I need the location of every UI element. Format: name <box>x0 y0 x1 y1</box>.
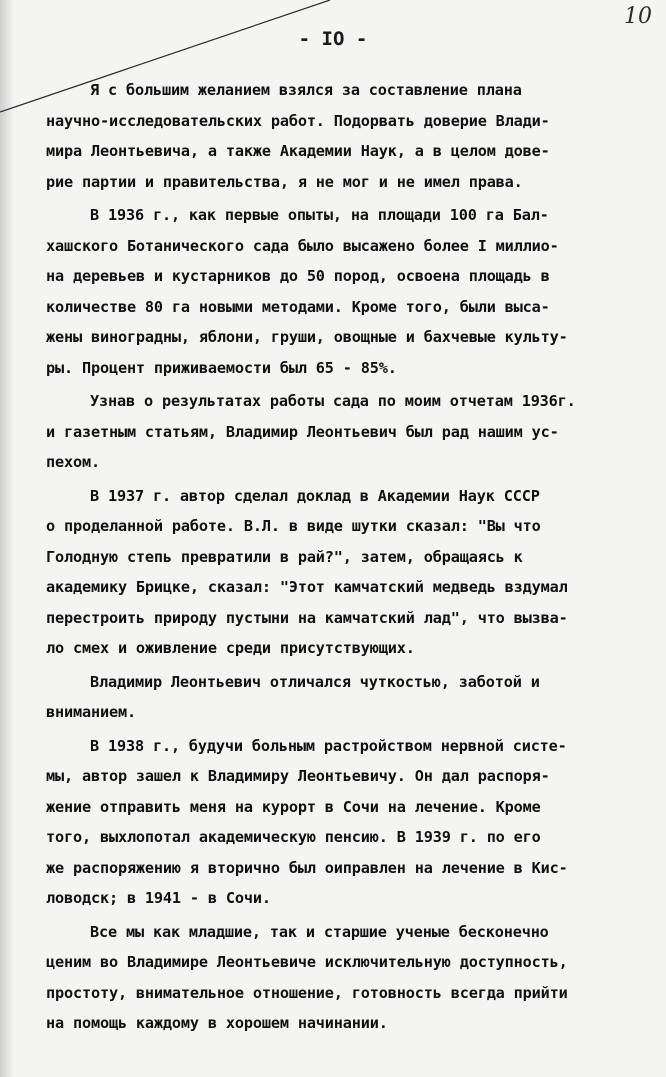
text-line: количестве 80 га новыми методами. Кроме того, были выса- <box>46 297 550 316</box>
text-line: простоту, внимательное отношение, готовность всегда прийти <box>46 983 568 1002</box>
text-line: Узнав о результатах работы сада по моим отчетам 1936г. <box>90 392 576 410</box>
document-body <box>46 75 636 1042</box>
text-line: Голодную степь превратили в рай?", затем, обращаясь к <box>46 547 523 566</box>
paragraph-7 <box>46 917 636 1039</box>
paragraph-1 <box>46 75 636 197</box>
text-line: о проделанной работе. В.Л. в виде шутки сказал: "Вы что <box>46 517 541 535</box>
text-line: на помощь каждому в хорошем начинании. <box>46 1014 388 1032</box>
text-line: Я с большим желанием взялся за составление плана <box>90 81 522 99</box>
text-line: Все мы как младшие, так и старшие ученые бесконечно <box>90 922 549 941</box>
text-line: В 1938 г., будучи больным растройством нервной систе- <box>90 736 567 755</box>
text-line: В 1937 г. автор сделал доклад в Академии Наук СССР <box>90 486 540 505</box>
text-line: перестроить природу пустыни на камчатский лад", что вызва- <box>46 608 568 627</box>
text-line: же распоряжению я вторично был оиправлен на лечение в Кис- <box>46 858 568 877</box>
text-line: и газетным статьям, Владимир Леонтьевич был рад нашим ус- <box>46 422 559 441</box>
text-line: рие партии и правительства, я не мог и не имел права. <box>46 172 523 191</box>
text-line: на деревьев и кустарников до 50 пород, освоена площадь в <box>46 267 550 285</box>
text-line: Владимир Леонтьевич отличался чуткостью, заботой и <box>90 672 540 691</box>
page-number: - IO - <box>298 28 368 50</box>
text-line: ловодск; в 1941 - в Сочи. <box>46 889 271 907</box>
paragraph-5 <box>46 667 636 728</box>
text-line: мы, автор зашел к Владимиру Леонтьевичу. Он дал распоря- <box>46 767 550 785</box>
text-line: научно-исследовательских работ. Подорвать доверие Влади- <box>46 111 550 130</box>
text-line: того, выхлопотал академическую пенсию. В 1939 г. по его <box>46 828 541 846</box>
page-edge-shadow <box>0 0 14 1077</box>
paragraph-6 <box>46 731 636 914</box>
text-line: ло смех и оживление среди присутствующих. <box>46 639 415 657</box>
text-line: академику Брицке, сказал: "Этот камчатский медведь вздумал <box>46 578 568 596</box>
paragraph-2 <box>46 200 636 383</box>
text-line: хашского Ботанического сада было высажено более I миллио- <box>46 236 559 255</box>
text-line: жены виноградны, яблони, груши, овощные и бахчевые культу- <box>46 328 568 346</box>
paragraph-4 <box>46 481 636 664</box>
text-line: вниманием. <box>46 703 136 721</box>
handwritten-page-number: 10 <box>624 4 652 29</box>
text-line: В 1936 г., как первые опыты, на площади 100 га Бал- <box>90 206 549 224</box>
paragraph-3 <box>46 386 636 478</box>
text-line: пехом. <box>46 453 100 471</box>
text-line: ценим во Владимире Леонтьевиче исключительную доступность, <box>46 953 568 971</box>
text-line: мира Леонтьевича, а также Академии Наук, а в целом дове- <box>46 142 550 160</box>
text-line: жение отправить меня на курорт в Сочи на лечение. Кроме <box>46 797 541 816</box>
text-line: ры. Процент приживаемости был 65 - 85%. <box>46 358 397 377</box>
